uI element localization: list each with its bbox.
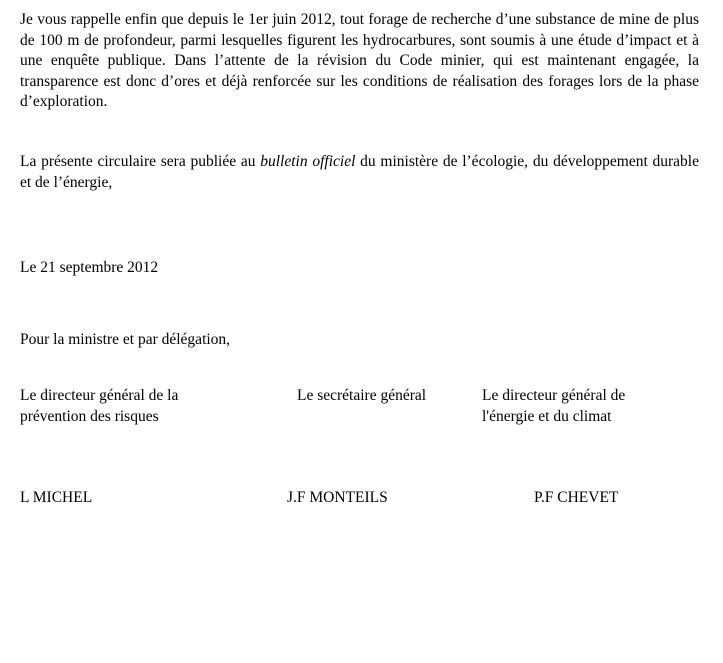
signatory-name-1: L MICHEL — [20, 489, 93, 506]
signatory-title-1 — [20, 386, 240, 427]
paragraph-publication-emphasis: bulletin officiel — [260, 153, 356, 170]
signatory-name-3: P.F CHEVET — [534, 489, 619, 506]
signatory-title-3-line-2: l'énergie et du climat — [482, 407, 612, 425]
signatory-title-1-line-1: Le directeur général de la — [20, 387, 179, 404]
paragraph-publication-after: du ministère de l’écologie, du développement durable et de l’énergie, — [20, 153, 699, 191]
delegation-line: Pour la ministre et par délégation, — [20, 331, 231, 348]
signatory-name-2: J.F MONTEILS — [287, 489, 388, 506]
document-date: Le 21 septembre 2012 — [20, 259, 159, 276]
signatory-title-3 — [482, 386, 682, 427]
signatory-title-1-line-2: prévention des risques — [20, 407, 159, 425]
paragraph-publication-before: La présente circulaire sera publiée au — [20, 153, 261, 170]
signatory-title-3-line-1: Le directeur général de — [482, 387, 626, 404]
paragraph-drilling-transparency: Je vous rappelle enfin que depuis le 1er juin 2012, tout forage de recherche d’une substance de mine de plus de 100 m de profondeur, parmi lesquelles figurent les hydrocarbures, sont soumis à une étude d’impact et à une enquête publique. Dans l’attente de la révision du Code minier, qui est maintenant engagée, la transparence est donc d’ores et déjà renforcée sur les conditions de réalisation des forages lors de la phase d’exploration. — [20, 11, 699, 110]
signatory-title-2 — [297, 386, 467, 407]
signatory-title-2-line-1: Le secrétaire général — [297, 387, 427, 404]
paragraph-publication — [20, 152, 699, 193]
